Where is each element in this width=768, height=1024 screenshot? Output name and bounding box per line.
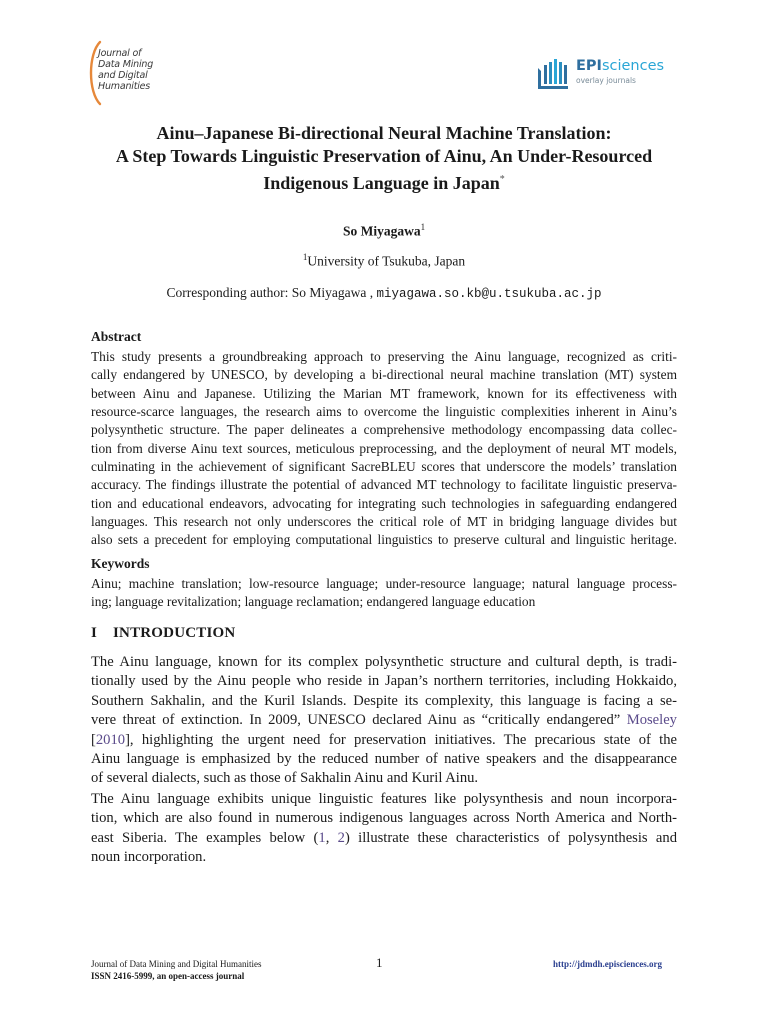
- abstract-body: [91, 348, 677, 550]
- title-line-3: Indigenous Language in Japan: [263, 173, 500, 193]
- intro-paragraph-1: [91, 653, 677, 789]
- body-line: tionally used by the Ainu people who reside in Japan’s northern territories, including Hokkaido,: [91, 673, 677, 690]
- body-line: Southern Sakhalin, and the Kuril Islands. Despite its complexity, this language is facing a se-: [91, 692, 677, 709]
- episciences-mark-icon: [536, 56, 570, 90]
- example-ref-link[interactable]: 2: [337, 829, 345, 846]
- corresponding-email-link[interactable]: miyagawa.so.kb@u.tsukuba.ac.jp: [376, 287, 602, 301]
- journal-logo-line: and Digital: [98, 70, 148, 81]
- episciences-brand-suffix: sciences: [601, 58, 665, 74]
- paper-title: [60, 122, 708, 195]
- body-line: [91, 731, 677, 750]
- body-line: noun incorporation.: [91, 849, 207, 866]
- footer-journal-info: [91, 958, 261, 982]
- corresponding-label: Corresponding author: So Miyagawa ,: [166, 285, 374, 300]
- body-text: ,: [325, 829, 338, 846]
- abstract-line: accuracy. The findings illustrate the potential of advanced MT technology to facilitate linguistic preserva-: [91, 477, 677, 493]
- abstract-line: tion from diverse Ainu text sources, meticulous preprocessing, and the deployment of neural MT models,: [91, 440, 677, 456]
- keywords-heading: Keywords: [91, 556, 150, 571]
- body-line: Ainu language is emphasized by the reduced number of native speakers and the disappearance: [91, 751, 677, 768]
- episciences-logo: [536, 56, 666, 92]
- body-line: tion, which are also found in numerous indigenous languages across North America and North-: [91, 810, 677, 827]
- example-ref-link[interactable]: 1: [318, 829, 326, 846]
- citation-year-link[interactable]: 2010: [95, 731, 126, 748]
- abstract-line: polysynthetic structure. The paper delineates a comprehensive methodology encompassing data collec-: [91, 422, 677, 438]
- citation-author-link[interactable]: Moseley: [626, 712, 677, 729]
- abstract-line: culminating in the achievement of significant SacreBLEU scores that underscore the models’ translation: [91, 459, 677, 475]
- keywords-line: ing; language revitalization; language reclamation; endangered language education: [91, 594, 536, 610]
- section-number: I: [91, 625, 98, 641]
- keywords-line: Ainu; machine translation; low-resource language; under-resource language; natural language process-: [91, 576, 677, 591]
- keywords-body: [91, 575, 677, 612]
- episciences-brand: EPI: [576, 58, 602, 74]
- intro-paragraph-2: [91, 790, 677, 868]
- section-heading-introduction: [91, 625, 235, 642]
- journal-logo-line: Data Mining: [98, 59, 154, 70]
- body-text: [: [91, 731, 96, 748]
- body-line: The Ainu language, known for its complex polysynthetic structure and cultural depth, is tradi-: [91, 654, 677, 670]
- journal-logo-line: Journal of: [98, 48, 142, 59]
- abstract-line: This study presents a groundbreaking approach to preserving the Ainu language, recognized as criti-: [91, 349, 677, 364]
- corresponding-author: [60, 285, 708, 301]
- affiliation-line: [60, 252, 708, 270]
- abstract-line: also sets a precedent for employing computational linguistics to preserve cultural and linguistic heritage.: [91, 532, 677, 548]
- title-footnote-mark: *: [499, 174, 505, 185]
- footer-journal-name: Journal of Data Mining and Digital Humanities: [91, 959, 262, 969]
- body-line: [91, 829, 677, 848]
- body-text: vere threat of extinction. In 2009, UNESCO declared Ainu as “critically endangered”: [91, 712, 621, 729]
- body-line: The Ainu language exhibits unique linguistic features like polysynthesis and noun incorpora-: [91, 791, 677, 807]
- author-name: So Miyagawa: [342, 223, 421, 239]
- section-title: INTRODUCTION: [113, 625, 236, 641]
- journal-logo-line: Humanities: [98, 81, 151, 92]
- body-text: east Siberia. The examples below (: [91, 829, 319, 846]
- body-text: ) illustrate these characteristics of polysynthesis and: [344, 829, 678, 846]
- page-number: 1: [376, 955, 383, 970]
- author-affiliation-sup: 1: [420, 222, 426, 232]
- affiliation-sup: 1: [302, 252, 308, 262]
- title-line-1: Ainu–Japanese Bi-directional Neural Machine Translation:: [156, 123, 612, 143]
- footer-issn: ISSN 2416-5999, an open-access journal: [91, 971, 245, 981]
- episciences-tagline: overlay journals: [576, 76, 636, 85]
- abstract-heading: Abstract: [91, 329, 142, 344]
- body-line: of several dialects, such as those of Sakhalin Ainu and Kuril Ainu.: [91, 770, 479, 787]
- abstract-line: tion and educational endeavors, advocating for integrating such technologies in safeguarding endangered: [91, 495, 677, 511]
- journal-logo: [86, 40, 156, 106]
- abstract-line: resource-scarce languages, the research aims to overcome the linguistic complexities inherent in Ainu’s: [91, 404, 677, 420]
- affiliation-text: University of Tsukuba, Japan: [307, 253, 466, 269]
- body-text: ], highlighting the urgent need for preservation initiatives. The precarious state of the: [125, 731, 677, 748]
- footer-journal-url-link[interactable]: http://jdmdh.episciences.org: [553, 959, 662, 969]
- author-line: [60, 222, 708, 240]
- body-line: [91, 711, 677, 730]
- title-line-2: A Step Towards Linguistic Preservation of Ainu, An Under-Resourced: [115, 146, 653, 166]
- abstract-line: cally endangered by UNESCO, by developing a bi-directional neural machine translation (MT) system: [91, 367, 677, 383]
- abstract-line: languages. This research not only underscores the critical role of MT in bridging language divides but: [91, 514, 677, 530]
- abstract-line: between Ainu and Japanese. Utilizing the Marian MT framework, known for its effectiveness with: [91, 385, 677, 401]
